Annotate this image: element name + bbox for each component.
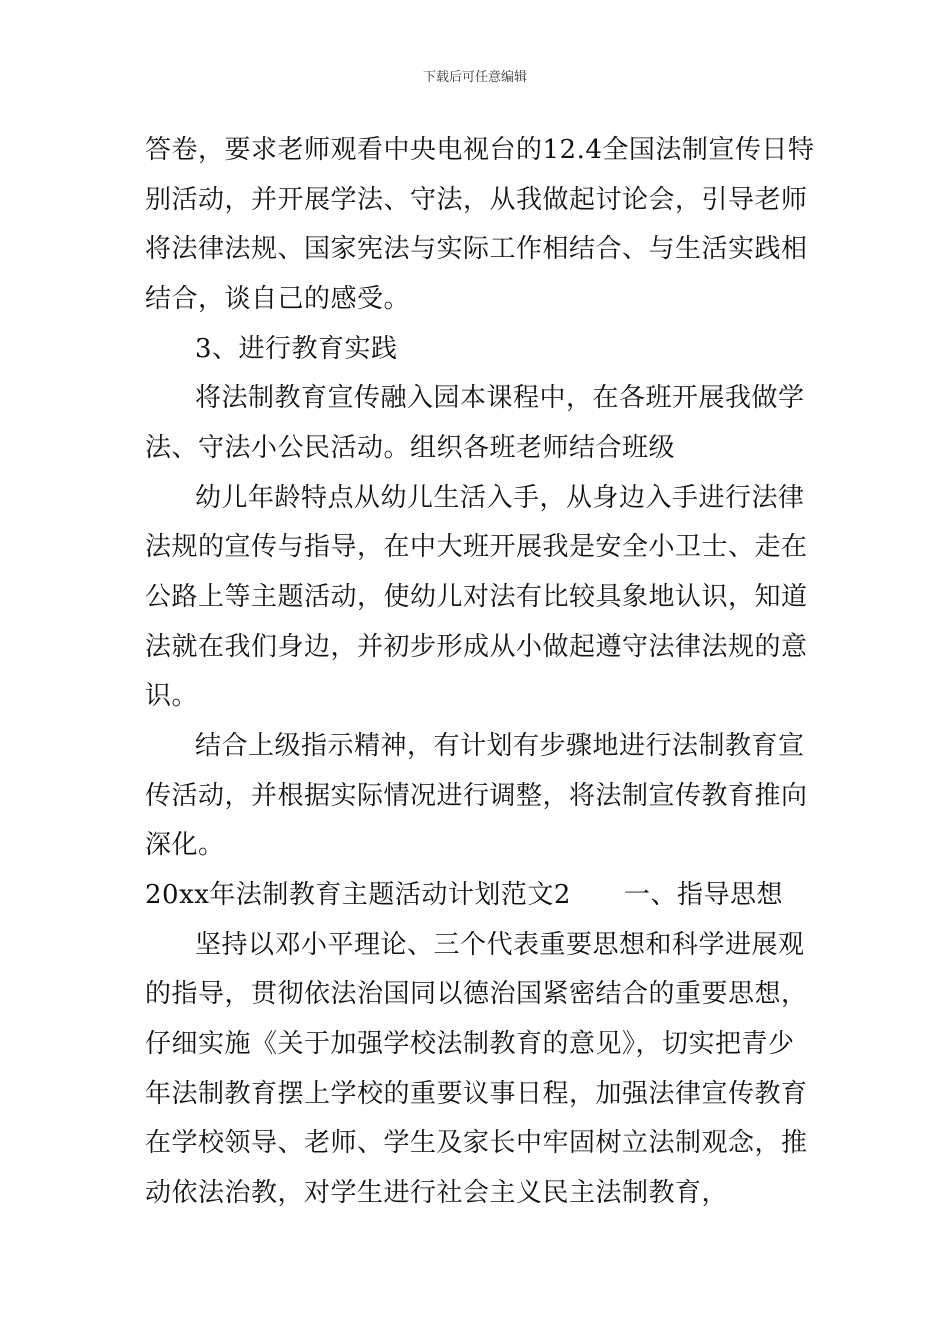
section-title: 20xx年法制教育主题活动计划范文2 一、指导思想 xyxy=(145,880,783,910)
body-line: 年法制教育摆上学校的重要议事日程，加强法律宣传教育 xyxy=(145,1079,808,1109)
body-line: 法规的宣传与指导，在中大班开展我是安全小卫士、走在 xyxy=(145,532,808,562)
body-line: 动依法治教，对学生进行社会主义民主法制教育， xyxy=(145,1178,729,1208)
body-line: 结合，谈自己的感受。 xyxy=(145,284,411,314)
body-line: 法就在我们身边，并初步形成从小做起遵守法律法规的意 xyxy=(145,632,808,662)
body-line: 的指导，贯彻依法治国同以德治国紧密结合的重要思想， xyxy=(145,979,808,1009)
body-line: 坚持以邓小平理论、三个代表重要思想和科学进展观 xyxy=(195,930,805,960)
section-heading: 3、进行教育实践 xyxy=(195,334,398,364)
body-line: 将法律法规、国家宪法与实际工作相结合、与生活实践相 xyxy=(145,234,808,264)
body-line: 识。 xyxy=(145,681,199,711)
body-line: 深化。 xyxy=(145,830,225,860)
body-line: 传活动，并根据实际情况进行调整，将法制宣传教育推向 xyxy=(145,781,808,811)
page-header: 下载后可任意编辑 xyxy=(422,70,527,85)
body-line: 在学校领导、老师、学生及家长中牢固树立法制观念，推 xyxy=(145,1128,808,1158)
body-line: 答卷，要求老师观看中央电视台的12.4全国法制宣传日特 xyxy=(145,135,815,165)
body-line: 公路上等主题活动，使幼儿对法有比较具象地认识，知道 xyxy=(145,582,808,612)
body-line: 幼儿年龄特点从幼儿生活入手，从身边入手进行法律 xyxy=(195,483,805,513)
body-line: 法、守法小公民活动。组织各班老师结合班级 xyxy=(145,433,676,463)
body-line: 别活动，并开展学法、守法，从我做起讨论会，引导老师 xyxy=(145,185,808,215)
body-line: 将法制教育宣传融入园本课程中，在各班开展我做学 xyxy=(195,383,805,413)
body-line: 仔细实施《关于加强学校法制教育的意见》，切实把青少 xyxy=(145,1029,795,1059)
body-line: 结合上级指示精神，有计划有步骤地进行法制教育宣 xyxy=(195,731,805,761)
